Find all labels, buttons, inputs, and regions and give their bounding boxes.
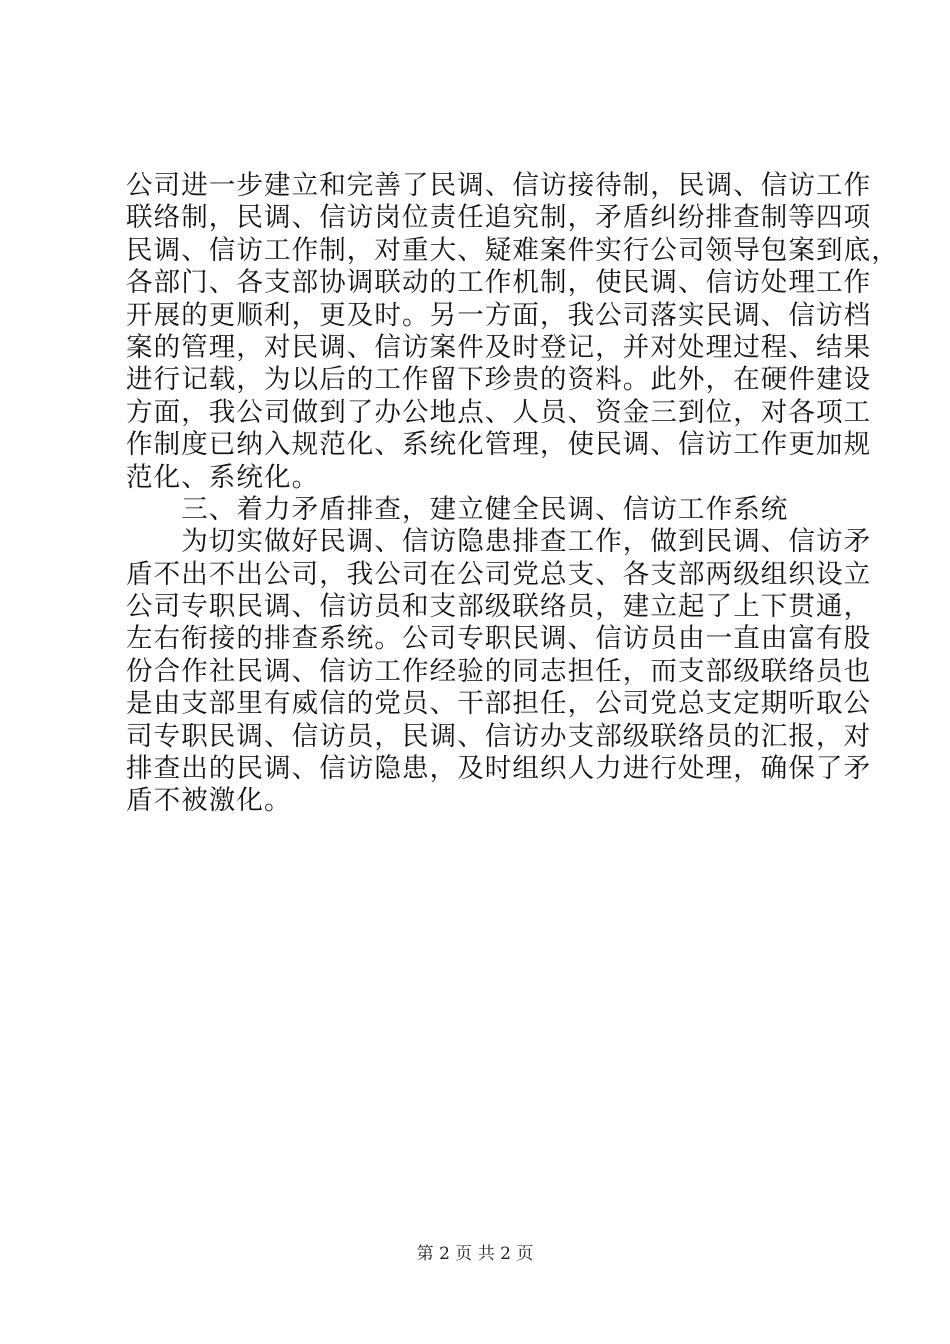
text-line: 进行记载，为以后的工作留下珍贵的资料。此外，在硬件建设 [126,364,872,396]
text-line: 范化、系统化。 [126,461,320,493]
text-line: 方面，我公司做到了办公地点、人员、资金三到位，对各项工 [126,396,872,428]
page-number-footer: 第 2 页 共 2 页 [416,1244,534,1264]
text-line: 盾不出不出公司，我公司在公司党总支、各支部两级组织设立 [126,558,872,590]
text-line: 民调、信访工作制，对重大、疑难案件实行公司领导包案到底， [126,234,899,266]
text-line: 排查出的民调、信访隐患，及时组织人力进行处理，确保了矛 [126,753,872,785]
text-line: 公司进一步建立和完善了民调、信访接待制，民调、信访工作 [126,170,872,201]
text-line: 联络制，民调、信访岗位责任追究制，矛盾纠纷排查制等四项 [126,202,872,234]
text-line: 份合作社民调、信访工作经验的同志担任，而支部级联络员也 [126,655,872,687]
section-heading: 三、着力矛盾排查，建立健全民调、信访工作系统 [126,493,789,525]
text-line: 左右衔接的排查系统。公司专职民调、信访员由一直由富有股 [126,623,872,655]
text-line: 公司专职民调、信访员和支部级联络员，建立起了上下贯通， [126,591,872,623]
text-line: 司专职民调、信访员，民调、信访办支部级联络员的汇报，对 [126,720,872,752]
text-line: 开展的更顺利，更及时。另一方面，我公司落实民调、信访档 [126,299,872,331]
text-line: 是由支部里有威信的党员、干部担任，公司党总支定期听取公 [126,688,872,720]
text-line: 各部门、各支部协调联动的工作机制，使民调、信访处理工作 [126,267,872,299]
text-line: 作制度已纳入规范化、系统化管理，使民调、信访工作更加规 [126,429,872,461]
text-line: 盾不被激化。 [126,785,292,817]
text-line: 案的管理，对民调、信访案件及时登记，并对处理过程、结果 [126,331,872,363]
body-text [126,170,899,818]
text-line: 为切实做好民调、信访隐患排查工作，做到民调、信访矛 [126,526,872,558]
